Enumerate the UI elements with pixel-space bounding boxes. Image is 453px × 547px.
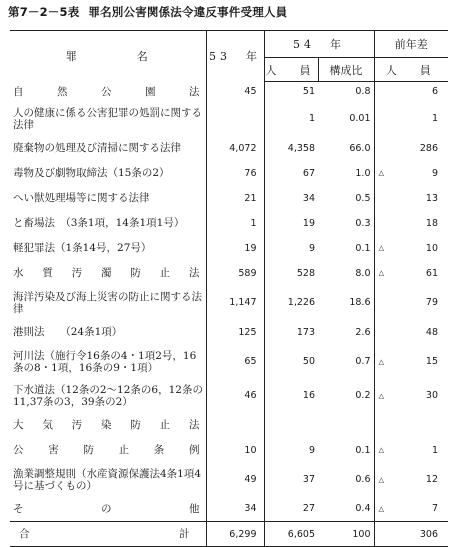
value-54: 528 [296,267,315,279]
header-ratio: 構成比 [318,58,374,82]
table-row [10,102,448,136]
diff-value: 1 [431,113,438,124]
crime-name-cell [10,102,206,136]
value-53: 19 [206,236,264,261]
decrease-mark: △ [374,497,384,522]
ratio-value: 66.0 [349,142,371,154]
decrease-mark [374,102,384,136]
value-54: 67 [302,167,315,179]
table-title [8,4,287,20]
header-year-53: 53 年 [206,31,264,82]
table-row [10,136,448,161]
crime-name: 水質汚濁防止法 [13,267,200,279]
crime-name: 毒物及び劇物取締法（15条の2） [13,167,170,179]
crime-name-cell [10,186,206,211]
crime-name: と畜場法 （3条1項，14条1項1号） [13,217,185,229]
value-53: 10 [206,438,264,463]
crime-name: 自然公園法 [13,85,200,98]
value-53: 65 [206,345,264,379]
value-54: 173 [296,326,315,338]
table-row [10,211,448,236]
crime-name: 海洋汚染及び海上災害の防止に関する法律 [13,290,202,315]
value-53: 45 [206,82,264,102]
crime-name-cell [10,161,206,186]
ratio-value: 100 [318,522,374,547]
crime-name: 港則法 （24条1項） [13,326,123,338]
table-row [10,286,448,320]
value-53: 589 [206,261,264,286]
crime-name-cell [10,82,206,102]
ratio-value: 0.01 [349,113,371,124]
value-54: 27 [302,503,315,515]
crime-name-cell [10,136,206,161]
diff-value: 13 [425,192,438,204]
value-53: 46 [206,379,264,413]
table-row [10,186,448,211]
diff-value: 286 [419,142,438,154]
crime-name: 軽犯罪法（1条14号，27号） [13,242,152,254]
diff-value: 61 [425,267,438,279]
ratio-value: 8.0 [355,267,371,279]
table-row [10,320,448,345]
value-53 [206,102,264,136]
diff-value: 7 [431,503,438,515]
value-54: 1,226 [287,297,315,308]
crime-name-cell [10,438,206,463]
ratio-value [318,413,374,438]
ratio-value: 0.6 [355,474,371,485]
decrease-mark: △ [374,438,384,463]
header-year-54: 54 年 [264,31,374,58]
ratio-value: 0.3 [355,217,371,229]
table-row [10,413,448,438]
value-53: 76 [206,161,264,186]
crime-name: 人の健康に係る公害犯罪の処罰に関する法律 [13,106,202,131]
crime-name-cell [10,236,206,261]
diff-value: 12 [425,474,438,485]
table-number: 第7－2－5表 [8,5,80,19]
value-54: 9 [308,444,315,456]
value-53: 1,147 [206,286,264,320]
ratio-value: 0.1 [355,444,371,456]
value-53: 34 [206,497,264,522]
crime-name: 河川法（施行令16条の4・1項2号，16条の8・1項，16条の9・1項） [13,349,197,374]
diff-value: 48 [425,326,438,338]
header-crime-name: 罪 名 [10,31,206,82]
decrease-mark: △ [374,261,384,286]
crime-name: その他 [13,502,200,515]
diff-value: 30 [425,390,438,401]
crime-name: 漁業調整規則（水産資源保護法4条1項4号に基づくもの） [13,467,202,492]
table-row [10,345,448,379]
crime-name-cell [10,320,206,345]
decrease-mark: △ [374,463,384,497]
value-53: 6,299 [206,522,264,547]
table-row [10,497,448,522]
crime-name-cell [10,522,206,547]
table-caption: 罪名別公害関係法令違反事件受理人員 [88,5,288,19]
value-54: 6,605 [264,522,318,547]
header-diff-persons: 人 員 [374,58,448,82]
decrease-mark [374,82,384,102]
table-row [10,463,448,497]
diff-value: 6 [431,86,438,98]
value-53: 1 [206,211,264,236]
crime-name-cell [10,379,206,413]
crime-name-cell [10,413,206,438]
decrease-mark: △ [374,345,384,379]
decrease-mark: △ [374,161,384,186]
crime-name-cell [10,345,206,379]
ratio-value: 2.6 [355,326,371,338]
diff-value: 9 [431,167,438,179]
value-54: 4,358 [287,142,315,154]
crime-name: 合計 [19,528,190,540]
diff-value: 1 [431,444,438,456]
crime-name: 廃棄物の処理及び清掃に関する法律 [13,142,181,154]
crime-name-cell [10,497,206,522]
decrease-mark [374,211,384,236]
value-54: 1 [308,113,315,124]
value-53: 125 [206,320,264,345]
diff-value: 18 [425,217,438,229]
ratio-value: 0.1 [355,242,371,254]
crime-name-cell [10,261,206,286]
value-54 [264,413,318,438]
data-table [10,30,448,547]
ratio-value: 0.5 [355,192,371,204]
crime-name-cell [10,211,206,236]
value-53: 49 [206,463,264,497]
value-54: 34 [302,192,315,204]
value-54: 16 [302,390,315,401]
diff-value: 306 [384,522,448,547]
ratio-value: 0.7 [355,356,371,367]
value-54: 37 [302,474,315,485]
decrease-mark: △ [374,379,384,413]
decrease-mark [374,286,384,320]
ratio-value: 0.2 [355,390,371,401]
header-year-diff: 前年差 [374,31,448,58]
diff-value: 79 [425,297,438,308]
crime-name-cell [10,463,206,497]
decrease-mark [374,186,384,211]
header-persons: 人 員 [264,58,318,82]
table-row [10,161,448,186]
ratio-value: 0.4 [355,503,371,515]
table-row [10,236,448,261]
crime-name: 公害防止条例 [13,444,200,456]
crime-name: へい獣処理場等に関する法律 [13,192,150,204]
crime-name-cell [10,286,206,320]
value-53 [206,413,264,438]
value-53: 21 [206,186,264,211]
table-row [10,82,448,102]
ratio-value: 18.6 [349,297,371,308]
value-54: 9 [308,242,315,254]
crime-name: 大気汚染防止法 [13,419,200,431]
value-54: 50 [302,356,315,367]
diff-value [384,413,448,438]
table-row [10,379,448,413]
value-53: 4,072 [206,136,264,161]
diff-value: 10 [425,242,438,254]
table-row [10,261,448,286]
decrease-mark: △ [374,236,384,261]
diff-value: 15 [425,356,438,367]
total-row [10,522,448,547]
ratio-value: 0.8 [355,86,371,98]
ratio-value: 1.0 [355,167,371,179]
decrease-mark [374,413,384,438]
value-54: 19 [302,217,315,229]
decrease-mark [374,320,384,345]
crime-name: 下水道法（12条の2～12条の6，12条の11,37条の3，39条の2） [13,383,203,408]
decrease-mark [374,522,384,547]
value-54: 51 [302,86,315,98]
decrease-mark [374,136,384,161]
table-row [10,438,448,463]
